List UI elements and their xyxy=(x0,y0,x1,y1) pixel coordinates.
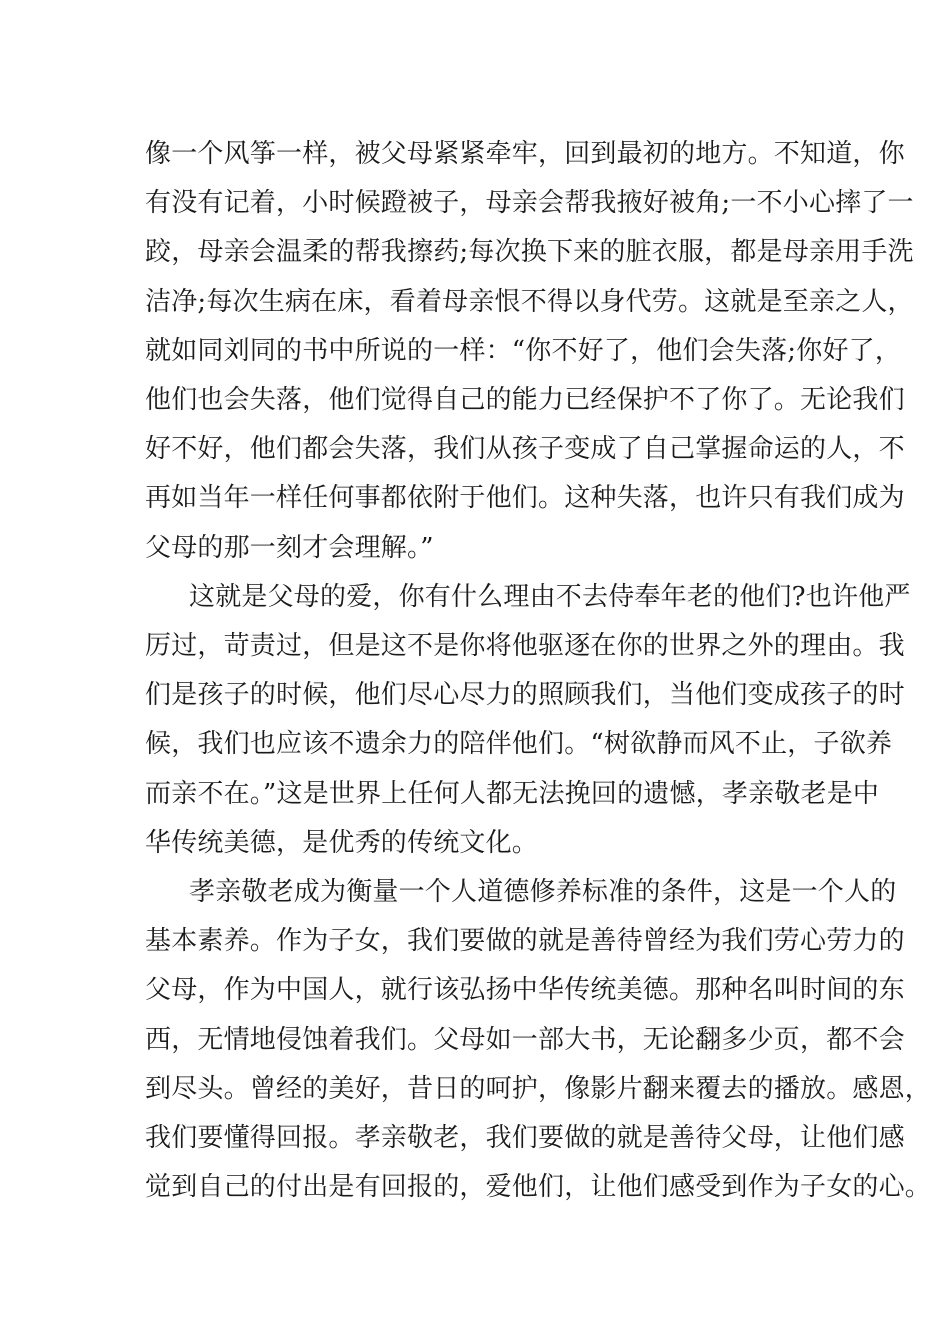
paragraph-3-line-3: 父母，作为中国人，就行该弘扬中华传统美德。那种名叫时间的东 xyxy=(145,975,905,1006)
paragraph-1-line-3: 跤，母亲会温柔的帮我擦药;每次换下来的脏衣服，都是母亲用手洗 xyxy=(145,237,914,268)
paragraph-3-line-4: 西，无情地侵蚀着我们。父母如一部大书，无论翻多少页，都不会 xyxy=(145,1024,905,1055)
paragraph-2-line-3: 们是孩子的时候，他们尽心尽力的照顾我们，当他们变成孩子的时 xyxy=(145,680,905,711)
paragraph-2-line-1: 这就是父母的爱，你有什么理由不去侍奉年老的他们?也许他严 xyxy=(189,581,911,612)
paragraph-3-line-6: 我们要懂得回报。孝亲敬老，我们要做的就是善待父母，让他们感 xyxy=(145,1123,905,1154)
paragraph-3-line-2: 基本素养。作为子女，我们要做的就是善待曾经为我们劳心劳力的 xyxy=(145,926,905,957)
paragraph-2-line-5: 而亲不在。”这是世界上任何人都无法挽回的遗憾，孝亲敬老是中 xyxy=(145,778,880,809)
paragraph-1-line-9: 父母的那一刻才会理解。” xyxy=(145,532,434,563)
paragraph-1-line-1: 像一个风筝一样，被父母紧紧牵牢，回到最初的地方。不知道，你 xyxy=(145,139,905,169)
paragraph-1-line-5: 就如同刘同的书中所说的一样：“你不好了，他们会失落;你好了， xyxy=(145,335,902,366)
paragraph-1-line-2: 有没有记着，小时候蹬被子，母亲会帮我掖好被角;一不小心摔了一 xyxy=(145,188,914,219)
paragraph-2-line-6: 华传统美德，是优秀的传统文化。 xyxy=(145,827,539,858)
paragraph-2-line-2: 厉过，苛责过，但是这不是你将他驱逐在你的世界之外的理由。我 xyxy=(145,631,905,662)
paragraph-3-line-1: 孝亲敬老成为衡量一个人道德修养标准的条件，这是一个人的 xyxy=(189,877,897,908)
paragraph-3-line-7: 觉到自己的付出是有回报的，爱他们，让他们感受到作为子女的心。 xyxy=(145,1172,932,1203)
paragraph-1-line-8: 再如当年一样任何事都依附于他们。这种失落，也许只有我们成为 xyxy=(145,483,905,514)
paragraph-1-line-4: 洁净;每次生病在床，看着母亲恨不得以身代劳。这就是至亲之人， xyxy=(145,286,914,317)
document-body xyxy=(145,130,932,1212)
paragraph-3-line-5: 到尽头。曾经的美好，昔日的呵护，像影片翻来覆去的播放。感恩， xyxy=(145,1073,932,1104)
paragraph-1-line-7: 好不好，他们都会失落，我们从孩子变成了自己掌握命运的人，不 xyxy=(145,434,905,465)
paragraph-2-line-4: 候，我们也应该不遗余力的陪伴他们。“树欲静而风不止，子欲养 xyxy=(145,729,893,760)
paragraph-1-line-6: 他们也会失落，他们觉得自己的能力已经保护不了你了。无论我们 xyxy=(145,385,905,416)
